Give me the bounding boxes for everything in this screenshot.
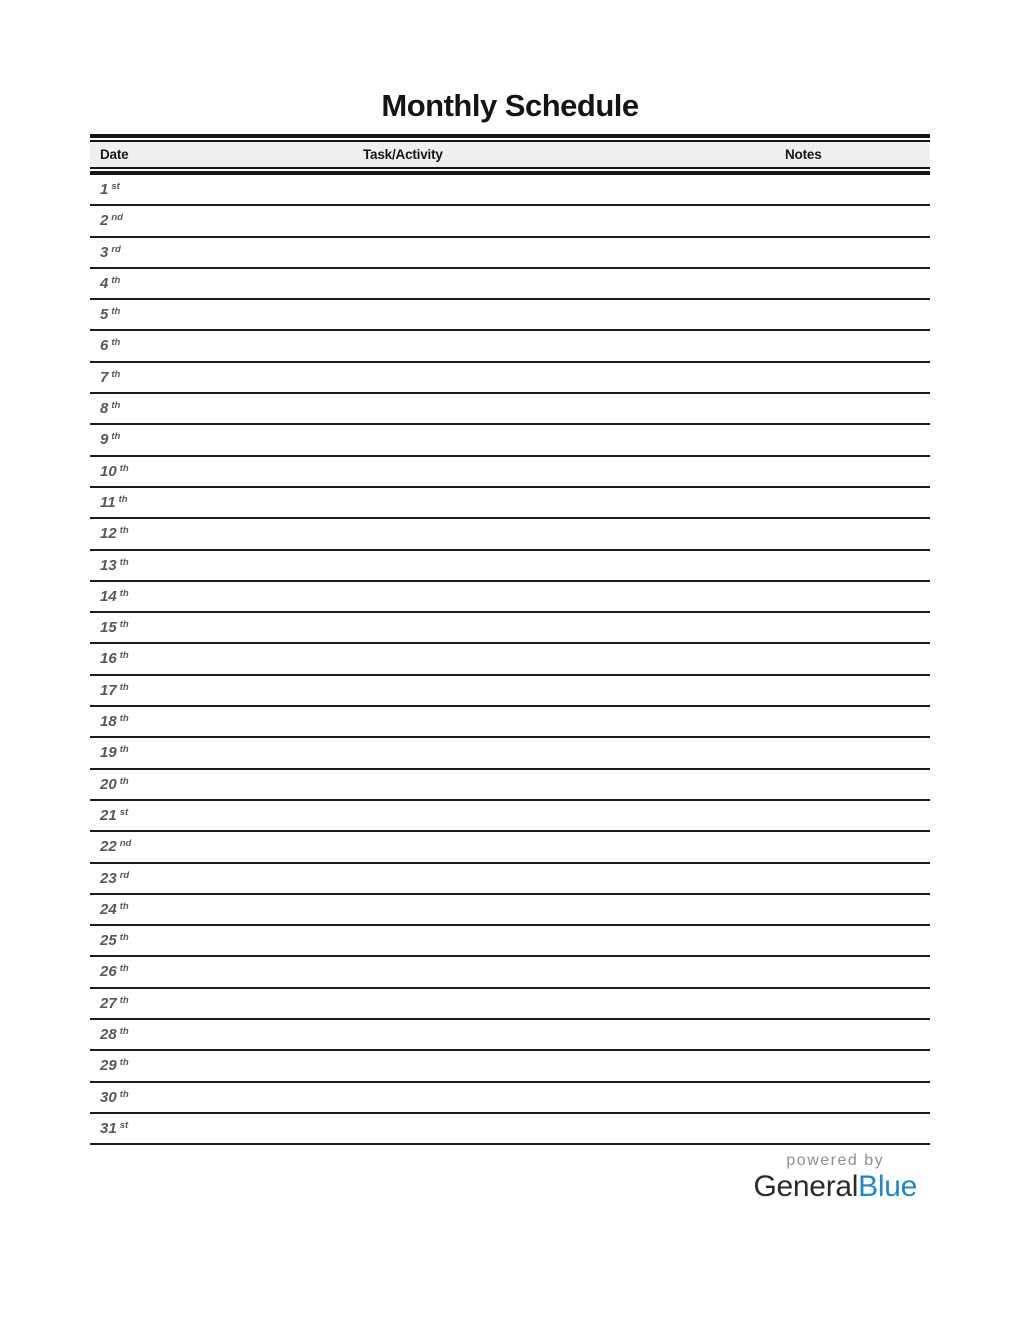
date-cell — [90, 269, 355, 298]
notes-cell — [775, 1020, 930, 1049]
day-number: 1 — [100, 181, 109, 198]
column-header-task-activity: Task/Activity — [363, 147, 443, 162]
column-header-date: Date — [100, 147, 129, 162]
table-row — [90, 926, 930, 957]
task-activity-cell — [355, 331, 775, 360]
day-number: 21 — [100, 806, 117, 824]
task-activity-cell — [355, 238, 775, 267]
date-cell — [90, 175, 355, 204]
task-activity-cell — [355, 613, 775, 642]
table-row — [90, 864, 930, 895]
date-cell — [90, 864, 355, 893]
ordinal-suffix: th — [119, 556, 129, 568]
task-activity-cell — [355, 363, 775, 392]
ordinal-suffix: th — [111, 368, 121, 380]
brand-general-text: General — [753, 1170, 859, 1204]
task-activity-cell — [355, 1114, 775, 1143]
date-cell — [90, 676, 355, 705]
day-number: 30 — [100, 1088, 117, 1106]
day-number: 15 — [100, 619, 117, 637]
day-number: 7 — [100, 368, 109, 386]
day-number: 6 — [100, 337, 109, 355]
ordinal-suffix: th — [119, 963, 129, 975]
task-activity-cell — [355, 895, 775, 924]
notes-cell — [775, 957, 930, 986]
table-row — [90, 707, 930, 738]
table-header-border — [90, 134, 930, 175]
ordinal-suffix: st — [111, 181, 120, 192]
day-number: 19 — [100, 744, 117, 762]
date-cell — [90, 895, 355, 924]
task-activity-cell — [355, 519, 775, 548]
table-row — [90, 488, 930, 519]
ordinal-suffix: nd — [119, 838, 132, 850]
date-cell — [90, 582, 355, 611]
task-activity-cell — [355, 582, 775, 611]
ordinal-suffix: th — [119, 650, 129, 662]
ordinal-suffix: st — [119, 806, 129, 818]
day-number: 23 — [100, 869, 117, 887]
day-number: 22 — [100, 838, 117, 856]
date-cell — [90, 206, 355, 235]
notes-cell — [775, 801, 930, 830]
date-cell — [90, 1114, 355, 1143]
table-row — [90, 895, 930, 926]
day-number: 10 — [100, 462, 117, 480]
column-header-notes: Notes — [785, 147, 822, 162]
notes-cell — [775, 519, 930, 548]
notes-cell — [775, 989, 930, 1018]
table-row — [90, 519, 930, 550]
notes-cell — [775, 425, 930, 454]
date-cell — [90, 989, 355, 1018]
brand-blue-text: Blue — [858, 1170, 917, 1204]
ordinal-suffix: st — [119, 1119, 129, 1131]
ordinal-suffix: th — [111, 400, 121, 412]
notes-cell — [775, 300, 930, 329]
task-activity-cell — [355, 1051, 775, 1080]
day-number: 13 — [100, 556, 117, 574]
date-cell — [90, 457, 355, 486]
date-cell — [90, 644, 355, 673]
day-number: 29 — [100, 1057, 117, 1075]
day-number: 14 — [100, 587, 117, 605]
date-cell — [90, 801, 355, 830]
notes-cell — [775, 644, 930, 673]
ordinal-suffix: th — [119, 713, 129, 725]
notes-cell — [775, 770, 930, 799]
notes-cell — [775, 457, 930, 486]
table-row — [90, 676, 930, 707]
ordinal-suffix: th — [111, 274, 121, 286]
date-cell — [90, 363, 355, 392]
table-row — [90, 300, 930, 331]
notes-cell — [775, 331, 930, 360]
notes-cell — [775, 832, 930, 861]
ordinal-suffix: th — [119, 994, 129, 1006]
task-activity-cell — [355, 206, 775, 235]
task-activity-cell — [355, 770, 775, 799]
ordinal-suffix: th — [119, 462, 129, 474]
date-cell — [90, 1051, 355, 1080]
table-header-row — [90, 140, 930, 169]
notes-cell — [775, 1083, 930, 1112]
day-number: 31 — [100, 1119, 117, 1137]
day-number: 28 — [100, 1026, 117, 1044]
powered-by-text: powered by — [786, 1152, 885, 1170]
day-number: 25 — [100, 932, 117, 950]
notes-cell — [775, 488, 930, 517]
table-row — [90, 1083, 930, 1114]
table-row — [90, 801, 930, 832]
table-row — [90, 770, 930, 801]
notes-cell — [775, 363, 930, 392]
task-activity-cell — [355, 864, 775, 893]
notes-cell — [775, 1051, 930, 1080]
date-cell — [90, 770, 355, 799]
day-number: 2 — [100, 212, 109, 230]
table-row — [90, 582, 930, 613]
notes-cell — [775, 864, 930, 893]
date-cell — [90, 488, 355, 517]
date-cell — [90, 707, 355, 736]
table-row — [90, 331, 930, 362]
task-activity-cell — [355, 801, 775, 830]
task-activity-cell — [355, 989, 775, 1018]
task-activity-cell — [355, 926, 775, 955]
date-cell — [90, 425, 355, 454]
page-title: Monthly Schedule — [381, 88, 639, 123]
ordinal-suffix: th — [119, 525, 129, 537]
notes-cell — [775, 676, 930, 705]
day-number: 24 — [100, 900, 117, 918]
notes-cell — [775, 394, 930, 423]
notes-cell — [775, 613, 930, 642]
date-cell — [90, 832, 355, 861]
ordinal-suffix: th — [119, 900, 129, 912]
table-row — [90, 175, 930, 206]
day-number: 16 — [100, 650, 117, 668]
notes-cell — [775, 206, 930, 235]
ordinal-suffix: th — [118, 493, 128, 505]
table-row — [90, 269, 930, 300]
notes-cell — [775, 238, 930, 267]
day-number: 11 — [100, 493, 116, 511]
ordinal-suffix: th — [119, 1088, 129, 1100]
table-row — [90, 394, 930, 425]
table-body — [90, 175, 930, 1145]
notes-cell — [775, 738, 930, 767]
date-cell — [90, 1020, 355, 1049]
task-activity-cell — [355, 707, 775, 736]
day-number: 4 — [100, 274, 109, 292]
task-activity-cell — [355, 551, 775, 580]
task-activity-cell — [355, 832, 775, 861]
date-cell — [90, 926, 355, 955]
table-row — [90, 989, 930, 1020]
day-number: 12 — [100, 525, 117, 543]
day-number: 18 — [100, 713, 117, 731]
task-activity-cell — [355, 425, 775, 454]
task-activity-cell — [355, 738, 775, 767]
date-cell — [90, 613, 355, 642]
ordinal-suffix: th — [119, 587, 129, 599]
notes-cell — [775, 175, 930, 204]
schedule-table — [90, 134, 930, 1145]
date-cell — [90, 300, 355, 329]
table-row — [90, 957, 930, 988]
task-activity-cell — [355, 394, 775, 423]
table-row — [90, 1051, 930, 1082]
ordinal-suffix: rd — [119, 869, 130, 881]
task-activity-cell — [355, 488, 775, 517]
ordinal-suffix: th — [119, 619, 129, 631]
table-row — [90, 363, 930, 394]
ordinal-suffix: th — [111, 306, 121, 318]
table-row — [90, 425, 930, 456]
table-row — [90, 551, 930, 582]
date-cell — [90, 1083, 355, 1112]
table-row — [90, 238, 930, 269]
ordinal-suffix: th — [119, 775, 129, 787]
notes-cell — [775, 582, 930, 611]
ordinal-suffix: rd — [111, 243, 121, 255]
day-number: 17 — [100, 681, 117, 699]
table-row — [90, 613, 930, 644]
task-activity-cell — [355, 300, 775, 329]
task-activity-cell — [355, 644, 775, 673]
table-row — [90, 738, 930, 769]
task-activity-cell — [355, 1083, 775, 1112]
ordinal-suffix: th — [119, 1026, 129, 1038]
table-row — [90, 832, 930, 863]
task-activity-cell — [355, 1020, 775, 1049]
date-cell — [90, 331, 355, 360]
ordinal-suffix: th — [119, 1057, 129, 1069]
notes-cell — [775, 551, 930, 580]
day-number: 9 — [100, 431, 109, 449]
ordinal-suffix: th — [111, 337, 121, 349]
table-row — [90, 457, 930, 488]
generalblue-logo — [754, 1170, 918, 1204]
task-activity-cell — [355, 676, 775, 705]
day-number: 5 — [100, 306, 109, 324]
notes-cell — [775, 1114, 930, 1143]
date-cell — [90, 738, 355, 767]
notes-cell — [775, 895, 930, 924]
ordinal-suffix: th — [111, 431, 121, 443]
date-cell — [90, 957, 355, 986]
date-cell — [90, 394, 355, 423]
date-cell — [90, 238, 355, 267]
day-number: 8 — [100, 400, 109, 418]
table-row — [90, 1020, 930, 1051]
notes-cell — [775, 269, 930, 298]
day-number: 20 — [100, 775, 117, 793]
ordinal-suffix: nd — [111, 212, 123, 224]
day-number: 27 — [100, 994, 117, 1012]
task-activity-cell — [355, 957, 775, 986]
document-page — [90, 0, 930, 1204]
task-activity-cell — [355, 175, 775, 204]
footer-brand — [754, 1152, 918, 1204]
ordinal-suffix: th — [119, 932, 129, 944]
table-row — [90, 644, 930, 675]
notes-cell — [775, 707, 930, 736]
notes-cell — [775, 926, 930, 955]
day-number: 26 — [100, 963, 117, 981]
table-row — [90, 1114, 930, 1145]
ordinal-suffix: th — [119, 744, 129, 756]
date-cell — [90, 551, 355, 580]
table-row — [90, 206, 930, 237]
ordinal-suffix: th — [119, 681, 129, 693]
task-activity-cell — [355, 457, 775, 486]
date-cell — [90, 519, 355, 548]
task-activity-cell — [355, 269, 775, 298]
day-number: 3 — [100, 243, 109, 261]
